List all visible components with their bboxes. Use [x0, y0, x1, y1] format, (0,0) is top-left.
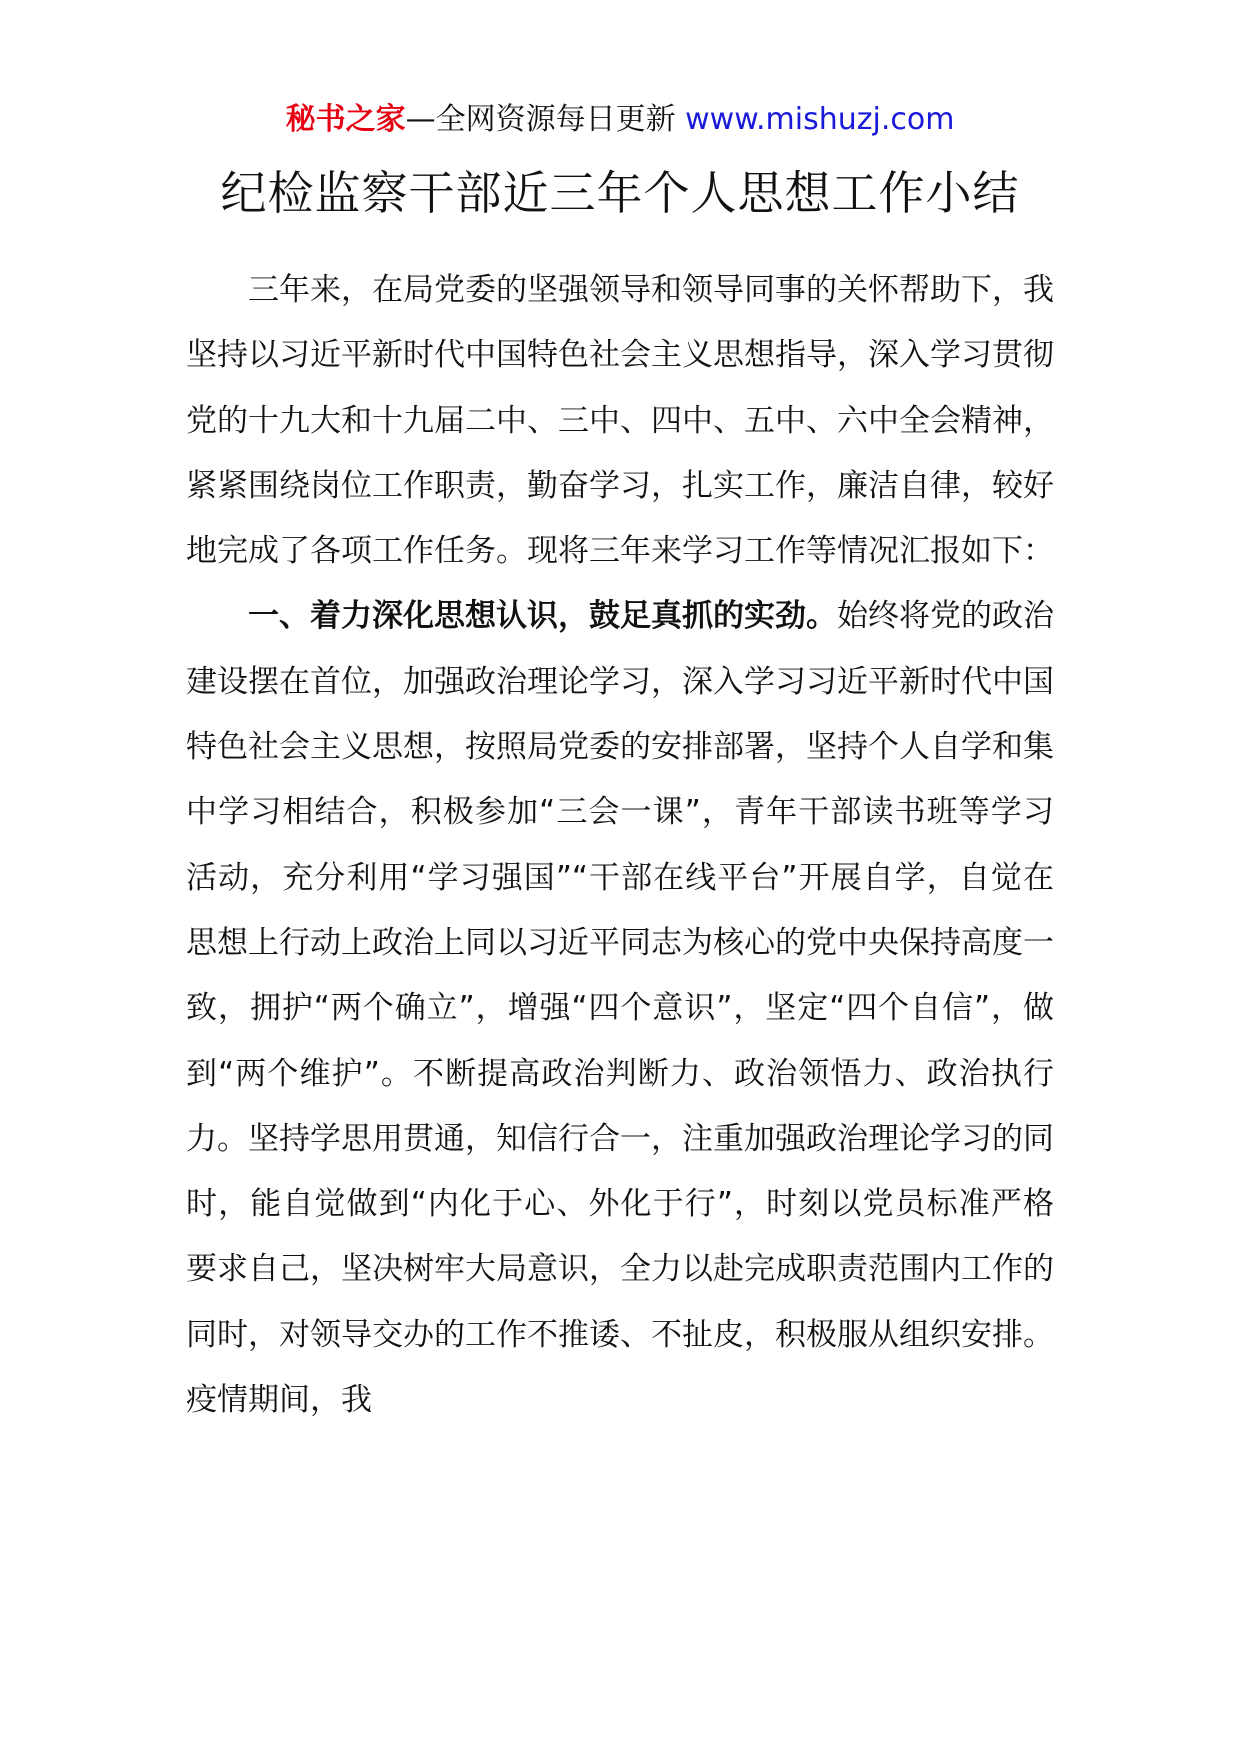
paragraph-section-one	[186, 584, 1054, 1433]
section-body: 始终将党的政治建设摆在首位，加强政治理论学习，深入学习习近平新时代中国特色社会主义思想，按照局党委的安排部署，坚持个人自学和集中学习相结合，积极参加“三会一课”，青年干部读书班等学习活动，充分利用“学习强国”“干部在线平台”开展自学，自觉在思想上行动上政治上同以习近平同志为核心的党中央保持高度一致，拥护“两个确立”，增强“四个意识”，坚定“四个自信”，做到“两个维护”。不断提高政治判断力、政治领悟力、政治执行力。坚持学思用贯通，知信行合一，注重加强政治理论学习的同时，能自觉做到“内化于心、外化于行”，时刻以党员标准严格要求自己，坚决树牢大局意识，全力以赴完成职责范围内工作的同时，对领导交办的工作不推诿、不扯皮，积极服从组织安排。疫情期间，我	[186, 598, 1054, 1419]
document-title: 纪检监察干部近三年个人思想工作小结	[220, 166, 1020, 220]
paragraph-intro: 三年来，在局党委的坚强领导和领导同事的关怀帮助下，我坚持以习近平新时代中国特色社会主义思想指导，深入学习贯彻党的十九大和十九届二中、三中、四中、五中、六中全会精神，紧紧围绕岗位工作职责，勤奋学习，扎实工作，廉洁自律，较好地完成了各项工作任务。现将三年来学习工作等情况汇报如下：	[186, 272, 1054, 570]
document-body	[186, 258, 1054, 1433]
section-heading: 一、着力深化思想认识，鼓足真抓的实劲。	[248, 598, 837, 635]
watermark-header	[0, 100, 1240, 140]
brand-name: 秘书之家	[285, 102, 406, 137]
brand-tagline: —全网资源每日更新	[405, 102, 676, 137]
site-link[interactable]: www.mishuzj.com	[685, 102, 955, 137]
